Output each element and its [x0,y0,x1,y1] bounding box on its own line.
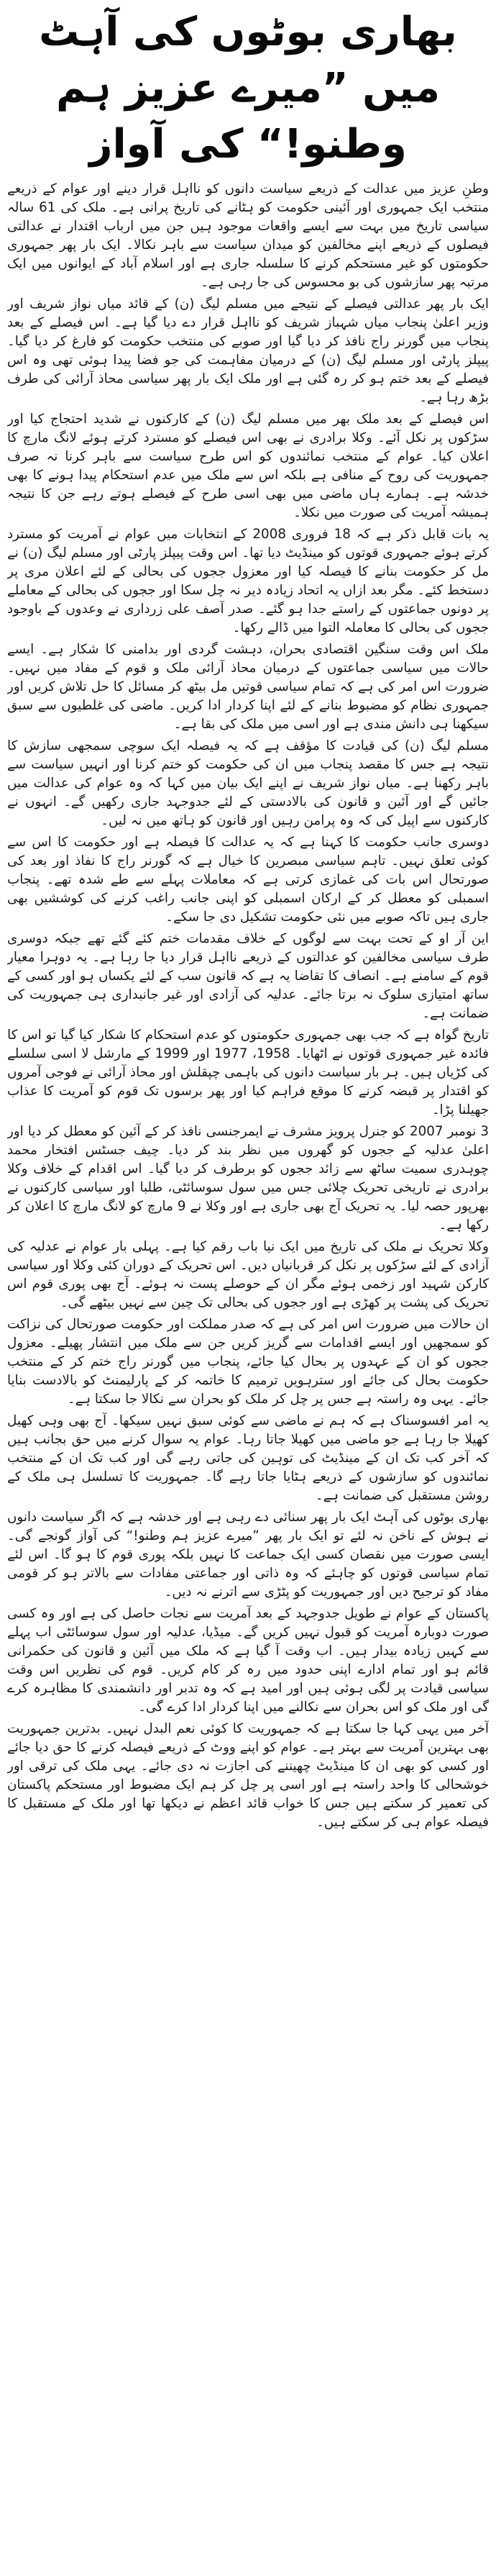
article-paragraph: ان حالات میں ضرورت اس امر کی ہے کہ صدر مملکت اور حکومت صورتحال کی نزاکت کو سمجھیں اور ایسے اقدامات سے گریز کریں جن سے ملک میں انتشار پھیلے۔ معزول ججوں کو ان کے عہدوں پر بحال کیا جائے، پنجاب میں گورنر راج ختم کر کے منتخب حکومت بحال کی جائے اور سترہویں ترمیم کا خاتمہ کر کے پارلیمنٹ کو بالادست بنایا جائے۔ یہی وہ راستہ ہے جس پر چل کر ملک کو بحران سے نکالا جا سکتا ہے۔ [7,1317,489,1407]
article-paragraph: اس فیصلے کے بعد ملک بھر میں مسلم لیگ (ن) کے کارکنوں نے شدید احتجاج کیا اور سڑکوں پر نکل آئے۔ وکلا برادری نے بھی اس فیصلے کو مسترد کرتے ہوئے لانگ مارچ کا اعلان کیا۔ عوام کے منتخب نمائندوں کو اس طرح سیاست سے باہر کرنا نہ صرف جمہوریت کی روح کے منافی ہے بلکہ اس سے ملک میں عدم استحکام پیدا ہونے کا بھی خدشہ ہے۔ ہمارے ہاں ماضی میں بھی اسی طرح کے فیصلے ہوتے رہے جن کا نتیجہ ہمیشہ آمریت کی صورت میں نکلا۔ [7,412,489,520]
article-paragraph: این آر او کے تحت بہت سے لوگوں کے خلاف مقدمات ختم کئے گئے تھے جبکہ دوسری طرف سیاسی مخالفین کو عدالتوں کے ذریعے نااہل قرار دیا جا رہا ہے۔ یہ دوہرا معیار قوم کے سامنے ہے۔ انصاف کا تقاضا یہ ہے کہ قانون سب کے لئے یکساں ہو اور کسی کے ساتھ امتیازی سلوک نہ برتا جائے۔ عدلیہ کی آزادی اور غیر جانبداری ہی جمہوریت کی ضمانت ہے۔ [7,931,489,1021]
article-paragraph: 3 نومبر 2007 کو جنرل پرویز مشرف نے ایمرجنسی نافذ کر کے آئین کو معطل کر دیا اور اعلیٰ عدلیہ کے ججوں کو گھروں میں نظر بند کر دیا۔ چیف جسٹس افتخار محمد چوہدری سمیت ساٹھ سے زائد ججوں کو برطرف کر دیا گیا۔ اس اقدام کے خلاف وکلا برادری نے تاریخی تحریک چلائی جس میں سول سوسائٹی، طلبا اور سیاسی کارکنوں نے بھرپور حصہ لیا۔ یہ تحریک آج بھی جاری ہے اور وکلا نے 9 مارچ کو لانگ مارچ کا اعلان کر رکھا ہے۔ [7,1124,489,1233]
article-paragraph: مسلم لیگ (ن) کی قیادت کا مؤقف ہے کہ یہ فیصلہ ایک سوچی سمجھی سازش کا نتیجہ ہے جس کا مقصد پنجاب میں ان کی حکومت کو ختم کرنا اور انہیں سیاست سے باہر رکھنا ہے۔ میاں نواز شریف نے اپنے ایک بیان میں کہا کہ وہ عوام کی عدالت میں جائیں گے اور آئین و قانون کی بالادستی کے لئے جدوجہد جاری رکھیں گے۔ انہوں نے کارکنوں سے اپیل کی کہ وہ پرامن رہیں اور قانون کو ہاتھ میں نہ لیں۔ [7,738,489,828]
article-paragraph: آخر میں یہی کہا جا سکتا ہے کہ جمہوریت کا کوئی نعم البدل نہیں۔ بدترین جمہوریت بھی بہترین آمریت سے بہتر ہے۔ عوام کو اپنے ووٹ کے ذریعے فیصلہ کرنے کا حق دیا جائے اور کسی کو بھی ان کا مینڈیٹ چھیننے کی اجازت نہ دی جائے۔ یہی ملک کی ترقی اور خوشحالی کا واحد راستہ ہے اور اسی پر چل کر ہم ایک مضبوط اور مستحکم پاکستان کی تعمیر کر سکتے ہیں جس کا خواب قائد اعظم نے دیکھا تھا اور ملک کے مستقبل کا فیصلہ عوام ہی کر سکتے ہیں۔ [7,1721,489,1830]
article-paragraph: بھاری بوٹوں کی آہٹ ایک بار پھر سنائی دے رہی ہے اور خدشہ ہے کہ اگر سیاست دانوں نے ہوش کے ناخن نہ لئے تو ایک بار پھر ”میرے عزیز ہم وطنو!“ کی آواز گونجے گی۔ ایسی صورت میں نقصان کسی ایک جماعت کا نہیں بلکہ پوری قوم کا ہو گا۔ اس لئے تمام سیاسی قوتوں کو چاہئے کہ وہ ذاتی اور جماعتی مفادات سے بالاتر ہو کر قومی مفاد کو ترجیح دیں اور جمہوریت کو پٹڑی سے اترنے نہ دیں۔ [7,1510,489,1600]
article-paragraph: یہ بات قابل ذکر ہے کہ 18 فروری 2008 کے انتخابات میں عوام نے آمریت کو مسترد کرتے ہوئے جمہوری قوتوں کو مینڈیٹ دیا تھا۔ اس وقت پیپلز پارٹی اور مسلم لیگ (ن) نے مل کر حکومت بنانے کا فیصلہ کیا اور معزول ججوں کی بحالی کے لئے اعلان مری پر دستخط کئے۔ مگر بعد ازاں یہ اتحاد زیادہ دیر نہ چل سکا اور ججوں کی بحالی کے معاملے پر دونوں جماعتوں کے راستے جدا ہو گئے۔ صدر آصف علی زرداری نے وعدوں کے باوجود ججوں کی بحالی کا معاملہ التوا میں ڈالے رکھا۔ [7,527,489,635]
article-paragraph: ایک بار پھر عدالتی فیصلے کے نتیجے میں مسلم لیگ (ن) کے قائد میاں نواز شریف اور وزیر اعلیٰ پنجاب میاں شہباز شریف کو نااہل قرار دے دیا گیا ہے۔ اس فیصلے کے بعد پنجاب میں گورنر راج نافذ کر دیا گیا اور صوبے کی منتخب حکومت کو فارغ کر دیا گیا۔ پیپلز پارٹی اور مسلم لیگ (ن) کے درمیان مفاہمت کی جو فضا پیدا ہوئی تھی وہ اس فیصلے کے بعد ختم ہو کر رہ گئی ہے اور ملک ایک بار پھر سیاسی محاذ آرائی کی طرف بڑھ رہا ہے۔ [7,296,489,405]
article-paragraph: وطنِ عزیز میں عدالت کے ذریعے سیاست دانوں کو نااہل قرار دینے اور عوام کے ذریعے منتخب ایک جمہوری اور آئینی حکومت کو ہٹانے کی تاریخ پرانی ہے۔ ملک کی 61 سالہ سیاسی تاریخ میں بہت سے ایسے واقعات موجود ہیں جن میں ارباب اقتدار نے عدالتی فیصلوں کے ذریعے اپنے مخالفین کو میدان سیاست سے باہر نکالا۔ ایک بار پھر جمہوری حکومتوں کو غیر مستحکم کرنے کا سلسلہ جاری ہے اور اسلام آباد کے ایوانوں میں ایک مرتبہ پھر سازشوں کی بو محسوس کی جا رہی ہے۔ [7,181,489,290]
article-headline [7,4,489,173]
article-paragraph: تاریخ گواہ ہے کہ جب بھی جمہوری حکومتوں کو عدم استحکام کا شکار کیا گیا تو اس کا فائدہ غیر جمہوری قوتوں نے اٹھایا۔ 1958، 1977 اور 1999 کے مارشل لا اسی سلسلے کی کڑیاں ہیں۔ ہر بار سیاست دانوں کی باہمی چپقلش اور محاذ آرائی نے فوجی آمروں کو اقتدار پر قبضہ کرنے کا موقع فراہم کیا اور پھر برسوں تک قوم کو آمریت کا عذاب جھیلنا پڑا۔ [7,1028,489,1117]
article-paragraph: وکلا تحریک نے ملک کی تاریخ میں ایک نیا باب رقم کیا ہے۔ پہلی بار عوام نے عدلیہ کی آزادی کے لئے سڑکوں پر نکل کر قربانیاں دیں۔ اس تحریک کے دوران کئی وکلا اور سیاسی کارکن شہید اور زخمی ہوئے مگر ان کے حوصلے پست نہ ہوئے۔ آج بھی پوری قوم اس تحریک کی پشت پر کھڑی ہے اور ججوں کی بحالی تک چین سے نہیں بیٹھے گی۔ [7,1239,489,1310]
headline-line-1: بھاری بوٹوں کی آہٹ میں ”میرے عزیز ہم [39,9,457,112]
article-paragraph: ملک اس وقت سنگین اقتصادی بحران، دہشت گردی اور بدامنی کا شکار ہے۔ ایسے حالات میں سیاسی جماعتوں کے درمیان محاذ آرائی ملک و قوم کے مفاد میں نہیں۔ ضرورت اس امر کی ہے کہ تمام سیاسی قوتیں مل بیٹھ کر مسائل کا حل تلاش کریں اور جمہوری نظام کو مضبوط بنانے کے لئے اپنا کردار ادا کریں۔ ماضی کی غلطیوں سے سبق سیکھنا ہی دانش مندی ہے اور اسی میں ملک کی بقا ہے۔ [7,642,489,732]
headline-line-2: وطنو!“ کی آواز [89,121,407,168]
article-paragraph: پاکستان کے عوام نے طویل جدوجہد کے بعد آمریت سے نجات حاصل کی ہے اور وہ کسی صورت دوبارہ آمریت کو قبول نہیں کریں گے۔ میڈیا، عدلیہ اور سول سوسائٹی اب پہلے سے کہیں زیادہ بیدار ہیں۔ اب وقت آ گیا ہے کہ ملک میں آئین و قانون کی حکمرانی قائم ہو اور تمام ادارے اپنی حدود میں رہ کر کام کریں۔ قوم کی نظریں اس وقت سیاسی قیادت پر لگی ہوئی ہیں اور امید ہے کہ وہ تدبر اور دانشمندی کا مظاہرہ کرے گی اور ملک کو اس بحران سے نکالنے میں اپنا کردار ادا کرے گی۔ [7,1606,489,1715]
article-paragraph: یہ امر افسوسناک ہے کہ ہم نے ماضی سے کوئی سبق نہیں سیکھا۔ آج بھی وہی کھیل کھیلا جا رہا ہے جو ماضی میں کھیلا جاتا رہا۔ عوام یہ سوال کرنے میں حق بجانب ہیں کہ آخر کب تک ان کے مینڈیٹ کی توہین کی جاتی رہے گی اور کب تک ان کے منتخب نمائندوں کو سازشوں کے ذریعے ہٹایا جاتا رہے گا۔ جمہوریت کا تسلسل ہی ملک کے روشن مستقبل کی ضمانت ہے۔ [7,1413,489,1503]
article-paragraph: دوسری جانب حکومت کا کہنا ہے کہ یہ عدالت کا فیصلہ ہے اور حکومت کا اس سے کوئی تعلق نہیں۔ تاہم سیاسی مبصرین کا خیال ہے کہ گورنر راج کا نفاذ اور بعد کی صورتحال اس بات کی غمازی کرتی ہے کہ معاملات پہلے سے طے شدہ تھے۔ پنجاب اسمبلی کو معطل کر کے ارکان اسمبلی کو اپنی جانب راغب کرنے کی کوششیں بھی جاری ہیں تاکہ صوبے میں نئی حکومت تشکیل دی جا سکے۔ [7,835,489,925]
article-body [7,180,489,2576]
